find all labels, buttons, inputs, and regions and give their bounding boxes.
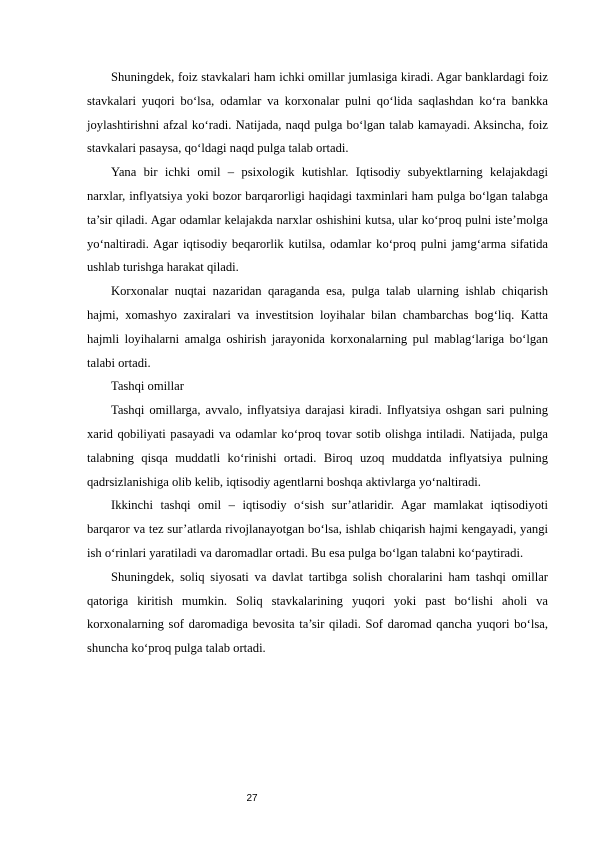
- paragraph-interest-rates: Shuningdek, foiz stavkalari ham ichki omillar jumlasiga kiradi. Agar banklardagi foiz stavkalari yuqori bo‘lsa, odamlar va korxonalar pulni qo‘lida saqlashdan ko‘ra bankka joylashtirishni afzal ko‘radi. Natijada, naqd pulga bo‘lgan talab kamayadi. Aksincha, foiz stavkalari pasaysa, qo‘ldagi naqd pulga talab ortadi.: [87, 70, 548, 156]
- section-heading-external-factors: Tashqi omillar: [111, 379, 184, 394]
- paragraph-tax-policy: Shuningdek, soliq siyosati va davlat tartibga solish choralarini ham tashqi omillar qatoriga kiritish mumkin. Soliq stavkalarining yuqori yoki past bo‘lishi aholi va korxonalarning sof daromadiga bevosita ta’sir qiladi. Sof daromad qancha yuqori bo‘lsa, shuncha ko‘proq pulga talab ortadi.: [87, 569, 548, 656]
- document-page: [87, 66, 548, 661]
- paragraph-inflation: Tashqi omillarga, avvalo, inflyatsiya darajasi kiradi. Inflyatsiya oshgan sari pulning xarid qobiliyati pasayadi va odamlar ko‘proq tovar sotib olishga intiladi. Natijada, pulga talabning qisqa muddatli ko‘rinishi ortadi. Biroq uzoq muddatda inflyatsiya pulning qadrsizlanishiga olib kelib, iqtisodiy agentlarni boshqa aktivlarga yo‘naltiradi.: [87, 403, 548, 489]
- page-number: 27: [246, 793, 258, 804]
- paragraph-economic-growth: Ikkinchi tashqi omil – iqtisodiy o‘sish sur’atlaridir. Agar mamlakat iqtisodiyoti barqaror va tez sur’atlarda rivojlanayotgan bo‘lsa, ishlab chiqarish hajmi kengayadi, yangi ish o‘rinlari yaratiladi va daromadlar ortadi. Bu esa pulga bo‘lgan talabni ko‘paytiradi.: [87, 498, 548, 560]
- paragraph-psychological-expectations: Yana bir ichki omil – psixologik kutishlar. Iqtisodiy subyektlarning kelajakdagi narxlar, inflyatsiya yoki bozor barqarorligi haqidagi taxminlari ham pulga bo‘lgan talabga ta’sir qiladi. Agar odamlar kelajakda narxlar oshishini kutsa, ular ko‘proq pulni iste’molga yo‘naltiradi. Agar iqtisodiy beqarorlik kutilsa, odamlar ko‘proq pulni jamg‘arma sifatida ushlab turishga harakat qiladi.: [87, 165, 548, 275]
- paragraph-enterprises: Korxonalar nuqtai nazaridan qaraganda esa, pulga talab ularning ishlab chiqarish hajmi, xomashyo zaxiralari va investitsion loyihalar bilan chambarchas bog‘liq. Katta hajmli loyihalarni amalga oshirish jarayonida korxonalarning pul mablag‘lariga bo‘lgan talabi ortadi.: [87, 284, 548, 370]
